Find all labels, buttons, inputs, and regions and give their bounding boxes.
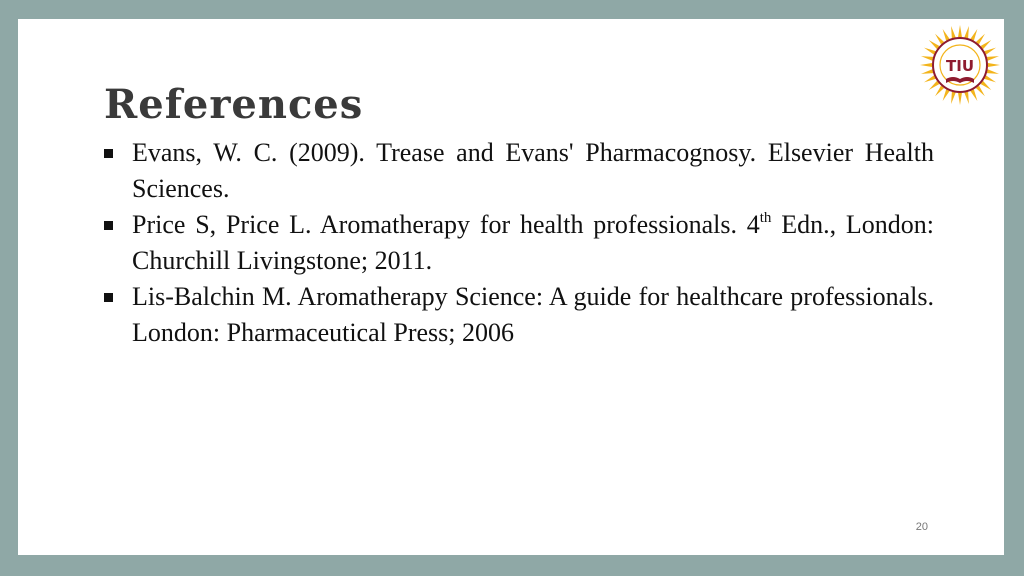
sun-ray	[924, 75, 936, 82]
sun-ray	[976, 34, 985, 45]
slide-title: References	[104, 81, 364, 128]
sun-ray	[929, 81, 940, 90]
sun-ray	[984, 48, 996, 55]
sun-ray	[921, 69, 933, 74]
slide	[18, 19, 1004, 555]
sun-ray	[988, 63, 1000, 67]
sun-ray	[984, 75, 996, 82]
sun-ray	[976, 86, 985, 97]
reference-text: Evans, W. C. (2009). Trease and Evans' Pharmacognosy. Elsevier Health Sciences.	[132, 138, 934, 203]
sun-ray	[920, 63, 932, 67]
reference-item	[104, 207, 934, 279]
sun-ray	[935, 34, 944, 45]
sun-ray	[958, 25, 962, 37]
sun-ray	[951, 92, 956, 104]
sun-ray	[964, 92, 969, 104]
sun-ray	[987, 69, 999, 74]
reference-item	[104, 135, 934, 207]
university-logo-icon	[918, 23, 1002, 107]
sun-ray	[958, 93, 962, 105]
page-number: 20	[915, 521, 928, 533]
sun-ray	[964, 26, 969, 38]
sun-ray	[951, 26, 956, 38]
square-bullet-icon	[104, 149, 113, 158]
sun-ray	[943, 89, 950, 101]
reference-text: Price S, Price L. Aromatherapy for health professionals. 4	[132, 210, 760, 239]
sun-ray	[929, 40, 940, 49]
reference-item	[104, 279, 934, 351]
sun-ray	[921, 56, 933, 61]
sun-ray	[943, 29, 950, 41]
sun-ray	[935, 86, 944, 97]
sun-ray	[981, 40, 992, 49]
sun-ray	[970, 29, 977, 41]
square-bullet-icon	[104, 221, 113, 230]
ordinal-superscript: th	[759, 210, 772, 226]
reference-list	[104, 135, 934, 351]
sun-ray	[981, 81, 992, 90]
sun-ray	[924, 48, 936, 55]
reference-text-continued: Edn., London: Churchill Livingstone; 2011.	[132, 210, 934, 275]
sun-ray	[987, 56, 999, 61]
square-bullet-icon	[104, 293, 113, 302]
logo-text: TIU	[946, 57, 974, 75]
sun-ray	[970, 89, 977, 101]
reference-text: Lis-Balchin M. Aromatherapy Science: A guide for healthcare professionals. London: Pharmaceutical Press; 2006	[132, 282, 934, 347]
